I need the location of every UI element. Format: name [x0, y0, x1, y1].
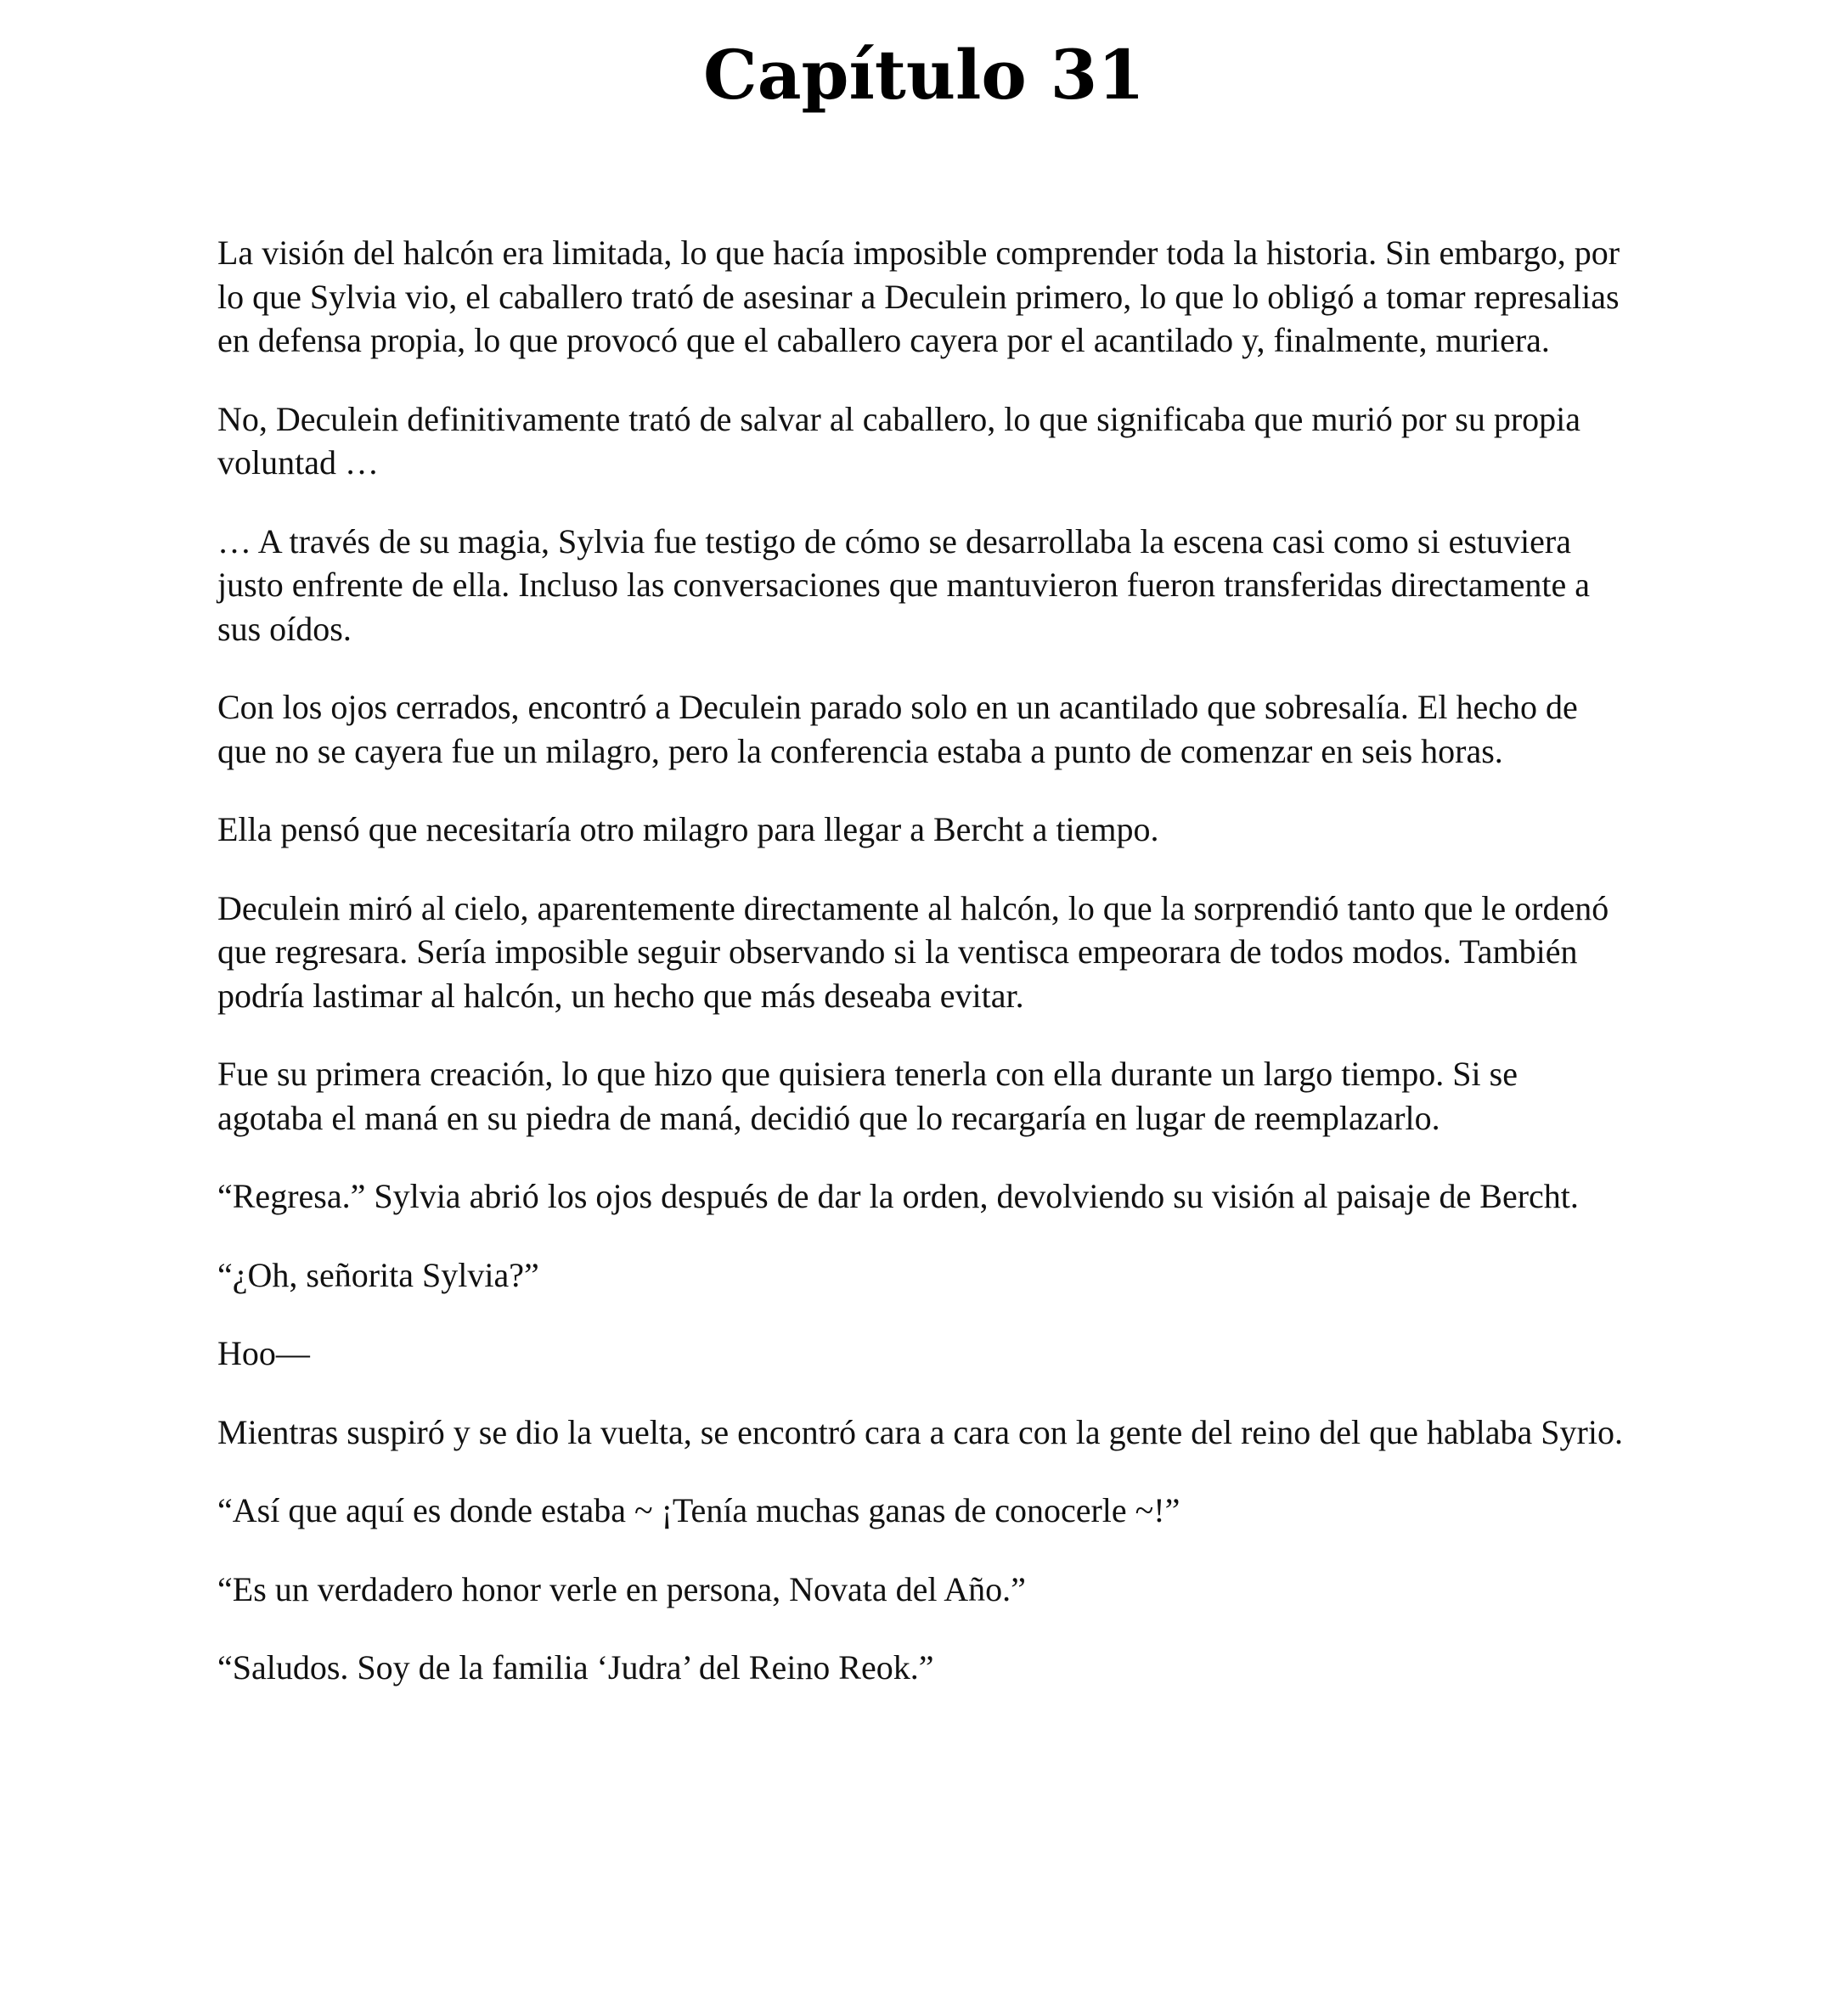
dialogue-line: “Saludos. Soy de la familia ‘Judra’ del Reino Reok.” [217, 1648, 934, 1686]
paragraph: … A través de su magia, Sylvia fue testigo de cómo se desarrollaba la escena casi como si estuviera justo enfrente de ella. Incluso las conversaciones que mantuvieron fueron transferidas directamente a sus oídos. [217, 521, 1591, 648]
chapter-body [217, 231, 1627, 1725]
paragraph: La visión del halcón era limitada, lo que hacía imposible comprender toda la historia. Sin embargo, por lo que Sylvia vio, el caballero trató de asesinar a Deculein primero, lo que lo obligó a tomar represalias en defensa propia, lo que provocó que el caballero cayera por el acantilado y, finalmente, muriera. [217, 234, 1620, 359]
paragraph: Con los ojos cerrados, encontró a Deculein parado solo en un acantilado que sobresalía. El hecho de que no se cayera fue un milagro, pero la conferencia estaba a punto de comenzar en seis horas. [217, 688, 1578, 770]
dialogue-line: “Es un verdadero honor verle en persona, Novata del Año.” [217, 1569, 1026, 1608]
chapter-title: Capítulo 31 [703, 35, 1145, 115]
dialogue-line: “Así que aquí es donde estaba ~ ¡Tenía muchas ganas de conocerle ~!” [217, 1491, 1180, 1529]
paragraph: Deculein miró al cielo, aparentemente directamente al halcón, lo que la sorprendió tanto que le ordenó que regresara. Sería imposible seguir observando si la ventisca empeorara de todos modos. También podría lastimar al halcón, un hecho que más deseaba evitar. [217, 888, 1609, 1015]
paragraph: Fue su primera creación, lo que hizo que quisiera tenerla con ella durante un largo tiempo. Si se agotaba el maná en su piedra de maná, decidió que lo recargaría en lugar de reemplazarlo. [217, 1055, 1518, 1137]
paragraph: Hoo— [217, 1334, 310, 1372]
dialogue-line: “¿Oh, señorita Sylvia?” [217, 1255, 539, 1294]
paragraph: Ella pensó que necesitaría otro milagro para llegar a Bercht a tiempo. [217, 810, 1159, 848]
paragraph: “Regresa.” Sylvia abrió los ojos después de dar la orden, devolviendo su visión al paisaje de Bercht. [217, 1177, 1579, 1215]
paragraph: Mientras suspiró y se dio la vuelta, se encontró cara a cara con la gente del reino del que hablaba Syrio. [217, 1412, 1623, 1451]
paragraph: No, Deculein definitivamente trató de salvar al caballero, lo que significaba que murió por su propia voluntad … [217, 399, 1580, 481]
